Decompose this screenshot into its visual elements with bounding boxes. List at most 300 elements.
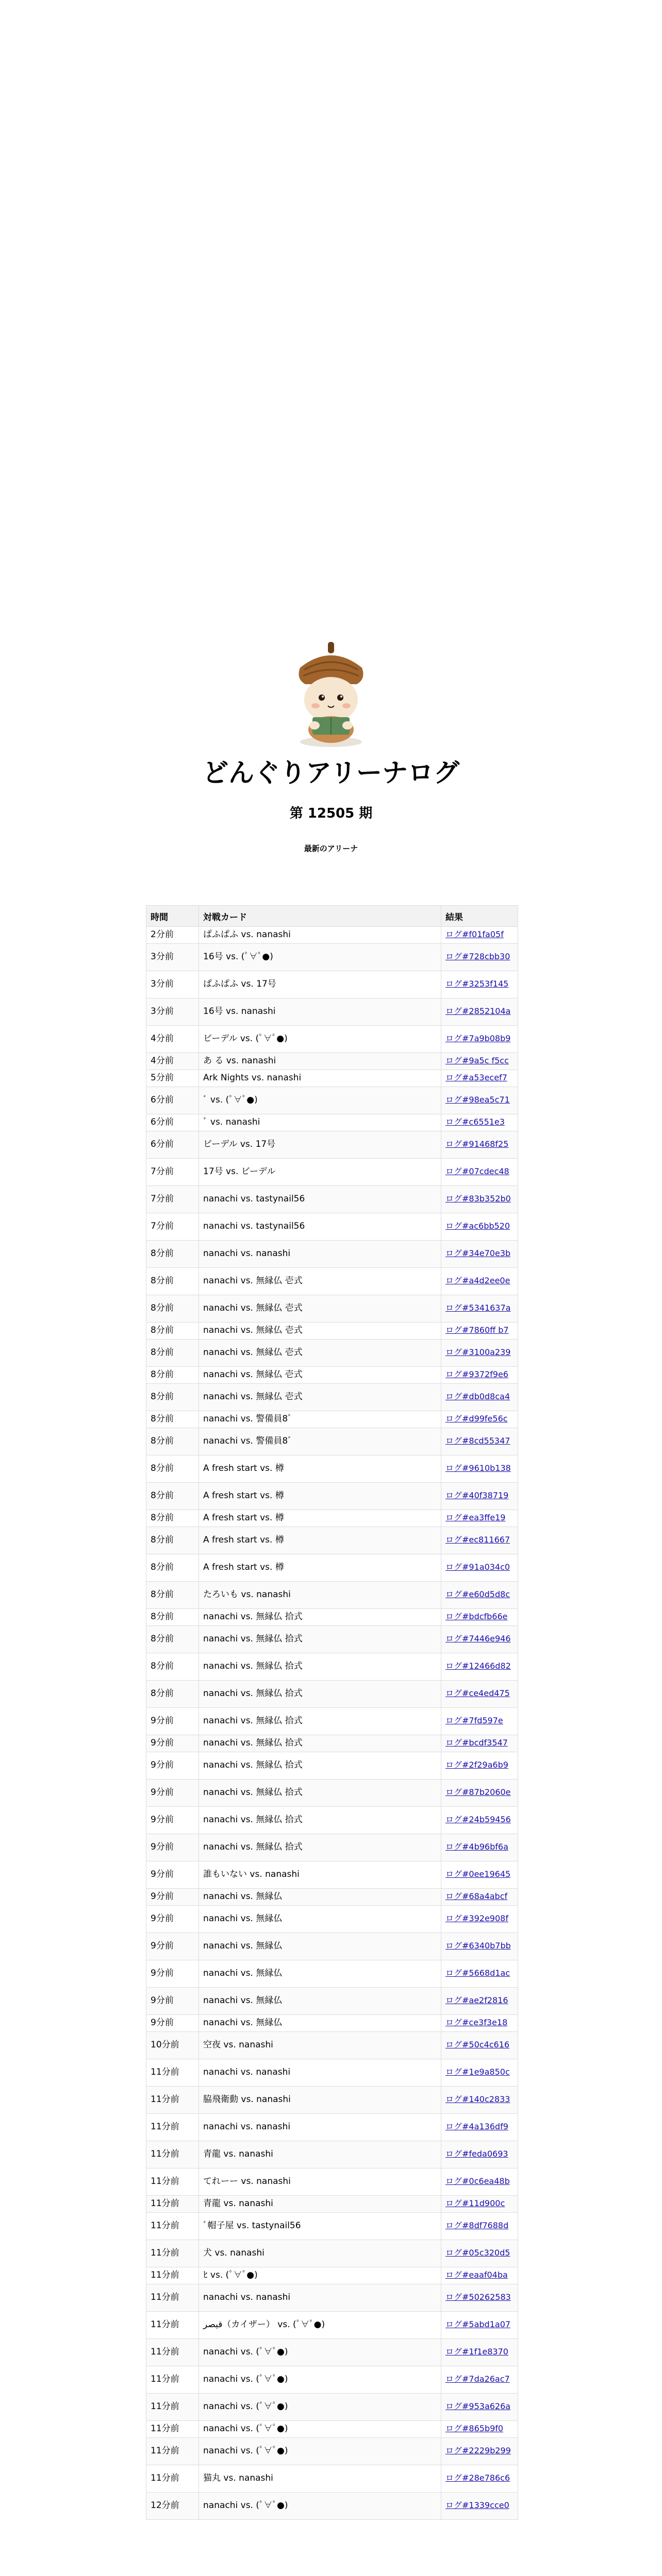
row-match: たろいも vs. nanashi bbox=[199, 1582, 441, 1609]
row-match: A fresh start vs. 樽 bbox=[199, 1510, 441, 1527]
log-link[interactable]: ログ#5341637a bbox=[445, 1303, 511, 1313]
row-result bbox=[441, 1241, 518, 1268]
table-row bbox=[146, 2213, 518, 2240]
row-time: 8分前 bbox=[146, 1241, 199, 1268]
row-time: 3分前 bbox=[146, 944, 199, 971]
table-row bbox=[146, 1114, 518, 1131]
log-link[interactable]: ログ#28e786c6 bbox=[445, 2473, 510, 2483]
table-row bbox=[146, 2493, 518, 2520]
row-match: nanachi vs. 無縁仏 拾式 bbox=[199, 1653, 441, 1681]
row-match: ﾋ vs. (ﾟ∀ﾟ●) bbox=[199, 2267, 441, 2284]
table-row bbox=[146, 2339, 518, 2366]
table-row bbox=[146, 1070, 518, 1087]
log-link[interactable]: ログ#11d900c bbox=[445, 2198, 505, 2209]
row-result bbox=[441, 1960, 518, 1988]
log-link[interactable]: ログ#ce4ed475 bbox=[445, 1688, 510, 1699]
log-link[interactable]: ログ#4b96bf6a bbox=[445, 1842, 508, 1852]
row-match: A fresh start vs. 樽 bbox=[199, 1455, 441, 1483]
log-link[interactable]: ログ#ec811667 bbox=[445, 1535, 510, 1545]
table-row bbox=[146, 1834, 518, 1861]
period-heading: 第 12505 期 bbox=[289, 806, 373, 821]
log-link[interactable]: ログ#50c4c616 bbox=[445, 2040, 510, 2050]
table-row bbox=[146, 1340, 518, 1367]
row-time: 7分前 bbox=[146, 1213, 199, 1241]
log-link[interactable]: ログ#f01fa05f bbox=[445, 929, 504, 940]
table-row bbox=[146, 1861, 518, 1889]
row-match: てれーー vs. nanashi bbox=[199, 2168, 441, 2196]
table-row bbox=[146, 2059, 518, 2087]
page-title: どんぐりアリーナログ bbox=[203, 758, 459, 788]
row-match: nanachi vs. 警備員8ﾞ bbox=[199, 1411, 441, 1428]
row-result bbox=[441, 1053, 518, 1070]
log-link[interactable]: ログ#865b9f0 bbox=[445, 2424, 504, 2434]
table-row bbox=[146, 2284, 518, 2312]
row-match: あ る vs. nanashi bbox=[199, 1053, 441, 1070]
table-row bbox=[146, 1582, 518, 1609]
log-link[interactable]: ログ#2f29a6b9 bbox=[445, 1760, 508, 1770]
row-result bbox=[441, 2339, 518, 2366]
row-result bbox=[441, 2240, 518, 2267]
row-result bbox=[441, 1159, 518, 1186]
row-result bbox=[441, 1807, 518, 1834]
log-link[interactable]: ログ#91468f25 bbox=[445, 1139, 509, 1149]
row-match: Ark Nights vs. nanashi bbox=[199, 1070, 441, 1087]
table-row bbox=[146, 971, 518, 998]
row-time: 9分前 bbox=[146, 1988, 199, 2015]
row-result bbox=[441, 1213, 518, 1241]
row-result bbox=[441, 1186, 518, 1213]
row-time: 8分前 bbox=[146, 1681, 199, 1708]
table-row bbox=[146, 1780, 518, 1807]
row-time: 8分前 bbox=[146, 1268, 199, 1295]
table-row bbox=[146, 1554, 518, 1582]
row-match: 16号 vs. nanashi bbox=[199, 998, 441, 1026]
row-match: nanachi vs. 無縁仏 拾式 bbox=[199, 1626, 441, 1653]
log-link[interactable]: ログ#7da26ac7 bbox=[445, 2374, 510, 2384]
row-match: nanachi vs. 無縁仏 壱式 bbox=[199, 1268, 441, 1295]
table-row bbox=[146, 2032, 518, 2059]
log-link[interactable]: ログ#07cdec48 bbox=[445, 1166, 509, 1177]
row-match: nanachi vs. 無縁仏 bbox=[199, 1960, 441, 1988]
row-result bbox=[441, 1653, 518, 1681]
table-body bbox=[146, 927, 518, 2520]
row-result bbox=[441, 1114, 518, 1131]
log-link[interactable]: ログ#3100a239 bbox=[445, 1347, 511, 1358]
log-link[interactable]: ログ#db0d8ca4 bbox=[445, 1392, 510, 1402]
row-time: 5分前 bbox=[146, 1070, 199, 1087]
log-link[interactable]: ログ#a4d2ee0e bbox=[445, 1276, 510, 1286]
row-time: 8分前 bbox=[146, 1626, 199, 1653]
row-time: 8分前 bbox=[146, 1653, 199, 1681]
row-match: 誰もいない vs. nanashi bbox=[199, 1861, 441, 1889]
row-time: 9分前 bbox=[146, 1780, 199, 1807]
table-row bbox=[146, 1159, 518, 1186]
table-row bbox=[146, 1626, 518, 1653]
row-result bbox=[441, 1554, 518, 1582]
row-time: 11分前 bbox=[146, 2394, 199, 2421]
table-row bbox=[146, 2087, 518, 2114]
log-link[interactable]: ログ#4a136df9 bbox=[445, 2122, 508, 2132]
log-link[interactable]: ログ#83b352b0 bbox=[445, 1194, 511, 1204]
row-time: 9分前 bbox=[146, 1933, 199, 1960]
table-row bbox=[146, 1411, 518, 1428]
row-result bbox=[441, 1384, 518, 1411]
table-row bbox=[146, 1527, 518, 1554]
row-time: 11分前 bbox=[146, 2312, 199, 2339]
row-result bbox=[441, 2059, 518, 2087]
table-row bbox=[146, 2240, 518, 2267]
row-match: nanachi vs. 無縁仏 壱式 bbox=[199, 1323, 441, 1340]
row-result bbox=[441, 1340, 518, 1367]
row-match: nanachi vs. 無縁仏 壱式 bbox=[199, 1384, 441, 1411]
table-row bbox=[146, 2366, 518, 2394]
log-link[interactable]: ログ#953a626a bbox=[445, 2401, 511, 2412]
row-time: 8分前 bbox=[146, 1295, 199, 1323]
table-row bbox=[146, 1268, 518, 1295]
row-time: 6分前 bbox=[146, 1131, 199, 1159]
table-header-row bbox=[146, 906, 518, 927]
row-match: nanachi vs. tastynail56 bbox=[199, 1186, 441, 1213]
log-link[interactable]: ログ#12466d82 bbox=[445, 1661, 511, 1671]
row-time: 8分前 bbox=[146, 1367, 199, 1384]
row-match: A fresh start vs. 樽 bbox=[199, 1483, 441, 1510]
row-result bbox=[441, 2438, 518, 2465]
log-link[interactable]: ログ#7a9b08b9 bbox=[445, 1033, 511, 1044]
row-time: 8分前 bbox=[146, 1428, 199, 1455]
row-time: 9分前 bbox=[146, 1807, 199, 1834]
table-row bbox=[146, 1053, 518, 1070]
row-result bbox=[441, 1708, 518, 1735]
log-link[interactable]: ログ#bdcfb66e bbox=[445, 1612, 508, 1622]
row-match: nanachi vs. (ﾟ∀ﾟ●) bbox=[199, 2339, 441, 2366]
log-link[interactable]: ログ#ae2f2816 bbox=[445, 1995, 508, 2006]
log-link[interactable]: ログ#68a4abcf bbox=[445, 1891, 508, 1902]
table-row bbox=[146, 1384, 518, 1411]
log-link[interactable]: ログ#2852104a bbox=[445, 1006, 511, 1016]
row-match: nanachi vs. 無縁仏 bbox=[199, 1906, 441, 1933]
log-link[interactable]: ログ#98ea5c71 bbox=[445, 1095, 510, 1105]
table-row bbox=[146, 1241, 518, 1268]
row-match: nanachi vs. 無縁仏 拾式 bbox=[199, 1735, 441, 1752]
row-time: 8分前 bbox=[146, 1582, 199, 1609]
row-result bbox=[441, 971, 518, 998]
row-result bbox=[441, 1411, 518, 1428]
table-row bbox=[146, 944, 518, 971]
table-row bbox=[146, 1213, 518, 1241]
table-row bbox=[146, 1483, 518, 1510]
row-result bbox=[441, 2015, 518, 2032]
row-result bbox=[441, 2465, 518, 2493]
log-link[interactable]: ログ#8df7688d bbox=[445, 2221, 509, 2231]
table-row bbox=[146, 2141, 518, 2168]
row-time: 9分前 bbox=[146, 1861, 199, 1889]
row-time: 3分前 bbox=[146, 998, 199, 1026]
log-link[interactable]: ログ#2229b299 bbox=[445, 2446, 511, 2456]
row-match: nanachi vs. (ﾟ∀ﾟ●) bbox=[199, 2438, 441, 2465]
log-link[interactable]: ログ#34e70e3b bbox=[445, 1248, 511, 1259]
row-time: 11分前 bbox=[146, 2267, 199, 2284]
row-result bbox=[441, 927, 518, 944]
arena-log-table bbox=[146, 905, 518, 2520]
row-time: 8分前 bbox=[146, 1411, 199, 1428]
table-row bbox=[146, 2114, 518, 2141]
row-time: 8分前 bbox=[146, 1483, 199, 1510]
log-link[interactable]: ログ#a53ecef7 bbox=[445, 1073, 507, 1083]
row-match: nanachi vs. 無縁仏 bbox=[199, 1988, 441, 2015]
table-row bbox=[146, 1428, 518, 1455]
row-result bbox=[441, 2284, 518, 2312]
row-match: nanachi vs. (ﾟ∀ﾟ●) bbox=[199, 2366, 441, 2394]
row-result bbox=[441, 2032, 518, 2059]
row-result bbox=[441, 2394, 518, 2421]
row-match: nanachi vs. 警備員8ﾞ bbox=[199, 1428, 441, 1455]
row-match: 空夜 vs. nanashi bbox=[199, 2032, 441, 2059]
log-link[interactable]: ログ#728cbb30 bbox=[445, 952, 510, 962]
row-result bbox=[441, 1367, 518, 1384]
row-result bbox=[441, 1428, 518, 1455]
table-row bbox=[146, 998, 518, 1026]
row-result bbox=[441, 1834, 518, 1861]
row-time: 9分前 bbox=[146, 1889, 199, 1906]
log-link[interactable]: ログ#d99fe56c bbox=[445, 1414, 508, 1424]
log-link[interactable]: ログ#bcdf3547 bbox=[445, 1738, 508, 1748]
row-time: 4分前 bbox=[146, 1053, 199, 1070]
row-time: 8分前 bbox=[146, 1527, 199, 1554]
row-time: 8分前 bbox=[146, 1609, 199, 1626]
table-row bbox=[146, 1960, 518, 1988]
log-link[interactable]: ログ#7fd597e bbox=[445, 1716, 503, 1726]
row-result bbox=[441, 1933, 518, 1960]
table-row bbox=[146, 1295, 518, 1323]
row-result bbox=[441, 2168, 518, 2196]
table-row bbox=[146, 2438, 518, 2465]
row-time: 12分前 bbox=[146, 2493, 199, 2520]
row-match: nanachi vs. 無縁仏 拾式 bbox=[199, 1807, 441, 1834]
row-time: 9分前 bbox=[146, 1708, 199, 1735]
row-time: 9分前 bbox=[146, 2015, 199, 2032]
row-match: 16号 vs. (ﾟ∀ﾟ●) bbox=[199, 944, 441, 971]
acorn-mascot-icon bbox=[289, 622, 373, 749]
row-result bbox=[441, 2196, 518, 2213]
row-result bbox=[441, 1070, 518, 1087]
row-time: 9分前 bbox=[146, 1735, 199, 1752]
row-time: 9分前 bbox=[146, 1906, 199, 1933]
row-result bbox=[441, 1455, 518, 1483]
table-row bbox=[146, 1323, 518, 1340]
log-link[interactable]: ログ#e60d5d8c bbox=[445, 1589, 510, 1600]
row-time: 11分前 bbox=[146, 2366, 199, 2394]
row-result bbox=[441, 2087, 518, 2114]
log-link[interactable]: ログ#ac6bb520 bbox=[445, 1221, 510, 1231]
row-match: nanachi vs. nanashi bbox=[199, 1241, 441, 1268]
row-result bbox=[441, 2267, 518, 2284]
row-time: 11分前 bbox=[146, 2421, 199, 2438]
row-match: nanachi vs. 無縁仏 壱式 bbox=[199, 1295, 441, 1323]
log-link[interactable]: ログ#ce3f3e18 bbox=[445, 2018, 508, 2028]
section-heading: 最新のアリーナ bbox=[304, 844, 358, 853]
row-match: nanachi vs. nanashi bbox=[199, 2059, 441, 2087]
table-row bbox=[146, 1367, 518, 1384]
row-result bbox=[441, 1131, 518, 1159]
log-link[interactable]: ログ#0c6ea48b bbox=[445, 2176, 510, 2187]
row-result bbox=[441, 1026, 518, 1053]
log-link[interactable]: ログ#140c2833 bbox=[445, 2094, 510, 2105]
log-link[interactable]: ログ#40f38719 bbox=[445, 1490, 509, 1501]
row-time: 11分前 bbox=[146, 2168, 199, 2196]
row-result bbox=[441, 1483, 518, 1510]
row-match: nanachi vs. 無縁仏 拾式 bbox=[199, 1708, 441, 1735]
log-link[interactable]: ログ#392e908f bbox=[445, 1913, 508, 1924]
row-time: 8分前 bbox=[146, 1510, 199, 1527]
row-match: nanachi vs. (ﾟ∀ﾟ●) bbox=[199, 2493, 441, 2520]
row-time: 8分前 bbox=[146, 1554, 199, 1582]
log-link[interactable]: ログ#feda0693 bbox=[445, 2149, 508, 2159]
row-result bbox=[441, 1609, 518, 1626]
column-header-match: 対戦カード bbox=[199, 906, 441, 927]
row-result bbox=[441, 1323, 518, 1340]
table-row bbox=[146, 1933, 518, 1960]
row-time: 9分前 bbox=[146, 1960, 199, 1988]
acorn-mascot-logo bbox=[289, 622, 373, 749]
log-link[interactable]: ログ#0ee19645 bbox=[445, 1869, 511, 1879]
row-result bbox=[441, 1527, 518, 1554]
row-result bbox=[441, 2114, 518, 2141]
table-row bbox=[146, 1455, 518, 1483]
row-time: 7分前 bbox=[146, 1186, 199, 1213]
row-match: nanachi vs. tastynail56 bbox=[199, 1213, 441, 1241]
row-match: nanachi vs. nanashi bbox=[199, 2284, 441, 2312]
row-result bbox=[441, 1295, 518, 1323]
log-link[interactable]: ログ#87b2060e bbox=[445, 1787, 511, 1798]
table-row bbox=[146, 1609, 518, 1626]
row-result bbox=[441, 1752, 518, 1780]
table-row bbox=[146, 2015, 518, 2032]
log-link[interactable]: ログ#5668d1ac bbox=[445, 1968, 510, 1978]
log-link[interactable]: ログ#50262583 bbox=[445, 2292, 511, 2302]
row-time: 11分前 bbox=[146, 2438, 199, 2465]
row-result bbox=[441, 1626, 518, 1653]
row-match: 青龍 vs. nanashi bbox=[199, 2196, 441, 2213]
table-row bbox=[146, 1026, 518, 1053]
row-match: A fresh start vs. 樽 bbox=[199, 1554, 441, 1582]
row-time: 9分前 bbox=[146, 1752, 199, 1780]
row-result bbox=[441, 1780, 518, 1807]
row-match: قيصر（カイザー） vs. (ﾟ∀ﾟ●) bbox=[199, 2312, 441, 2339]
row-match: ビーデル vs. (ﾟ∀ﾟ●) bbox=[199, 1026, 441, 1053]
table-row bbox=[146, 1735, 518, 1752]
row-result bbox=[441, 2366, 518, 2394]
table-row bbox=[146, 1906, 518, 1933]
log-link[interactable]: ログ#1339cce0 bbox=[445, 2500, 509, 2511]
row-time: 11分前 bbox=[146, 2240, 199, 2267]
log-link[interactable]: ログ#3253f145 bbox=[445, 979, 509, 989]
log-link[interactable]: ログ#91a034c0 bbox=[445, 1562, 510, 1572]
log-link[interactable]: ログ#5abd1a07 bbox=[445, 2319, 511, 2330]
row-match: ﾞ vs. nanashi bbox=[199, 1114, 441, 1131]
row-match: A fresh start vs. 樽 bbox=[199, 1527, 441, 1554]
row-result bbox=[441, 1861, 518, 1889]
log-link[interactable]: ログ#8cd55347 bbox=[445, 1436, 510, 1446]
row-time: 2分前 bbox=[146, 927, 199, 944]
table-row bbox=[146, 1186, 518, 1213]
log-link[interactable]: ログ#9a5c f5cc bbox=[445, 1056, 509, 1066]
row-time: 8分前 bbox=[146, 1323, 199, 1340]
table-row bbox=[146, 2267, 518, 2284]
row-time: 11分前 bbox=[146, 2284, 199, 2312]
row-match: nanachi vs. 無縁仏 bbox=[199, 1933, 441, 1960]
row-result bbox=[441, 1681, 518, 1708]
row-time: 11分前 bbox=[146, 2087, 199, 2114]
row-match: ぱふぱふ vs. 17号 bbox=[199, 971, 441, 998]
row-time: 6分前 bbox=[146, 1114, 199, 1131]
row-match: nanachi vs. 無縁仏 拾式 bbox=[199, 1681, 441, 1708]
row-result bbox=[441, 2421, 518, 2438]
table-row bbox=[146, 1889, 518, 1906]
row-time: 11分前 bbox=[146, 2141, 199, 2168]
row-result bbox=[441, 1889, 518, 1906]
row-match: nanachi vs. (ﾟ∀ﾟ●) bbox=[199, 2394, 441, 2421]
row-time: 3分前 bbox=[146, 971, 199, 998]
column-header-result: 結果 bbox=[441, 906, 518, 927]
row-match: nanachi vs. 無縁仏 拾式 bbox=[199, 1752, 441, 1780]
row-match: nanachi vs. 無縁仏 拾式 bbox=[199, 1780, 441, 1807]
row-time: 11分前 bbox=[146, 2196, 199, 2213]
log-link[interactable]: ログ#05c320d5 bbox=[445, 2248, 510, 2258]
row-time: 8分前 bbox=[146, 1384, 199, 1411]
row-match: ﾞ vs. (ﾟ∀ﾟ●) bbox=[199, 1087, 441, 1114]
log-link[interactable]: ログ#7860ff b7 bbox=[445, 1325, 509, 1335]
row-time: 11分前 bbox=[146, 2339, 199, 2366]
row-match: nanachi vs. 無縁仏 壱式 bbox=[199, 1340, 441, 1367]
table-row bbox=[146, 1653, 518, 1681]
row-match: 脇飛衛動 vs. nanashi bbox=[199, 2087, 441, 2114]
log-link[interactable]: ログ#9372f9e6 bbox=[445, 1369, 508, 1380]
log-link[interactable]: ログ#9610b138 bbox=[445, 1463, 511, 1473]
row-match: nanachi vs. (ﾟ∀ﾟ●) bbox=[199, 2421, 441, 2438]
row-match: 17号 vs. ビーデル bbox=[199, 1159, 441, 1186]
table-row bbox=[146, 1681, 518, 1708]
row-time: 4分前 bbox=[146, 1026, 199, 1053]
log-link[interactable]: ログ#7446e946 bbox=[445, 1634, 511, 1644]
row-result bbox=[441, 2213, 518, 2240]
table-row bbox=[146, 1087, 518, 1114]
log-link[interactable]: ログ#ea3ffe19 bbox=[445, 1513, 506, 1523]
row-result bbox=[441, 2312, 518, 2339]
row-match: ビーデル vs. 17号 bbox=[199, 1131, 441, 1159]
table-row bbox=[146, 1708, 518, 1735]
row-match: 犬 vs. nanashi bbox=[199, 2240, 441, 2267]
row-result bbox=[441, 998, 518, 1026]
log-link[interactable]: ログ#1f1e8370 bbox=[445, 2347, 508, 2357]
row-result bbox=[441, 1087, 518, 1114]
table-row bbox=[146, 2168, 518, 2196]
log-link[interactable]: ログ#eaaf04ba bbox=[445, 2270, 508, 2280]
row-match: ぱふぱふ vs. nanashi bbox=[199, 927, 441, 944]
row-time: 11分前 bbox=[146, 2213, 199, 2240]
log-link[interactable]: ログ#6340b7bb bbox=[445, 1941, 511, 1951]
log-link[interactable]: ログ#c6551e3 bbox=[445, 1117, 505, 1127]
row-result bbox=[441, 2493, 518, 2520]
row-time: 8分前 bbox=[146, 1455, 199, 1483]
row-match: nanachi vs. 無縁仏 壱式 bbox=[199, 1367, 441, 1384]
table-row bbox=[146, 1131, 518, 1159]
table-row bbox=[146, 1988, 518, 2015]
log-link[interactable]: ログ#24b59456 bbox=[445, 1815, 511, 1825]
log-link[interactable]: ログ#1e9a850c bbox=[445, 2067, 510, 2077]
row-time: 11分前 bbox=[146, 2059, 199, 2087]
table-row bbox=[146, 2312, 518, 2339]
row-match: 猫丸 vs. nanashi bbox=[199, 2465, 441, 2493]
